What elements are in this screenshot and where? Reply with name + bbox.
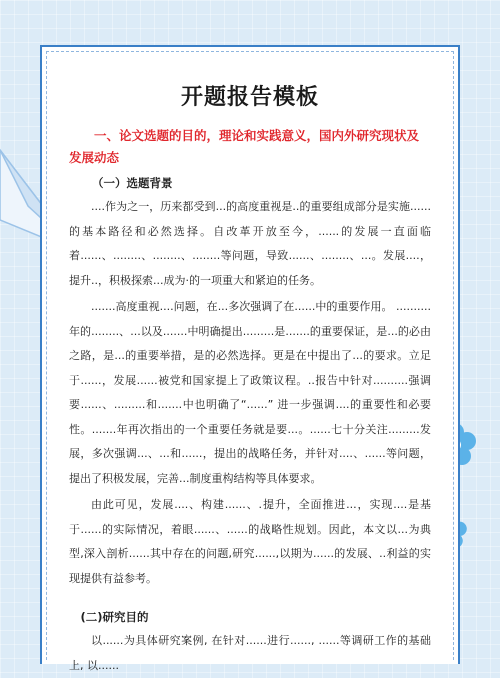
- paragraph: .......高度重视....问题，在...多次强调了在......中的重要作用。 ..........年的........、...以及.......中明确提出.........是.......的重要保证，是...的必由之路，是...的重要举措，是的必然选择。更是在中提出了...的要求。立足于......，发展......被党和国家提上了政策议程。..报告中针对..........强调要......、.........和.......中也明确了“......” 进一步强调....的重要性和必要性。.......年再次指出的一个重要任务就是要...。......七十分关注.........发展，多次强调...、...和......，提出的战略任务，并针对....、......等问题，提出了积极发展，完善...制度重构结构等具体要求。: [69, 300, 431, 485]
- section-heading: 一、论文选题的目的，理论和实践意义，国内外研究现状及发展动态: [69, 128, 420, 165]
- document-page: [40, 45, 460, 672]
- page-title: 开题报告模板: [180, 85, 319, 110]
- paragraph: ....作为之一，历来都受到...的高度重视是..的重要组成部分是实施......的基本路径和必然选择。自改革开放至今，......的发展一直面临着......、........、........、........等问题，导致......、........、...。发展....，提升..，积极探索...成为·的一项重大和紧迫的任务。: [69, 200, 431, 287]
- subsection-heading-purpose: (二)研究目的: [80, 610, 149, 624]
- document-content: [46, 51, 454, 672]
- paragraph: 由此可见，发展....、构建......、.提升，全面推进...，实现....是基于......的实际情况，着眼......、......的战略性规划。因此，本文以...为典型,深入剖析......其中存在的问题,研究......,以期为......的发展、..利益的实现提供有益参考。: [69, 498, 431, 585]
- paragraph: 以......为具体研究案例, 在针对......进行......, ......等调研工作的基础上, 以......: [69, 634, 431, 672]
- subsection-heading-background: （一）选题背景: [92, 176, 173, 190]
